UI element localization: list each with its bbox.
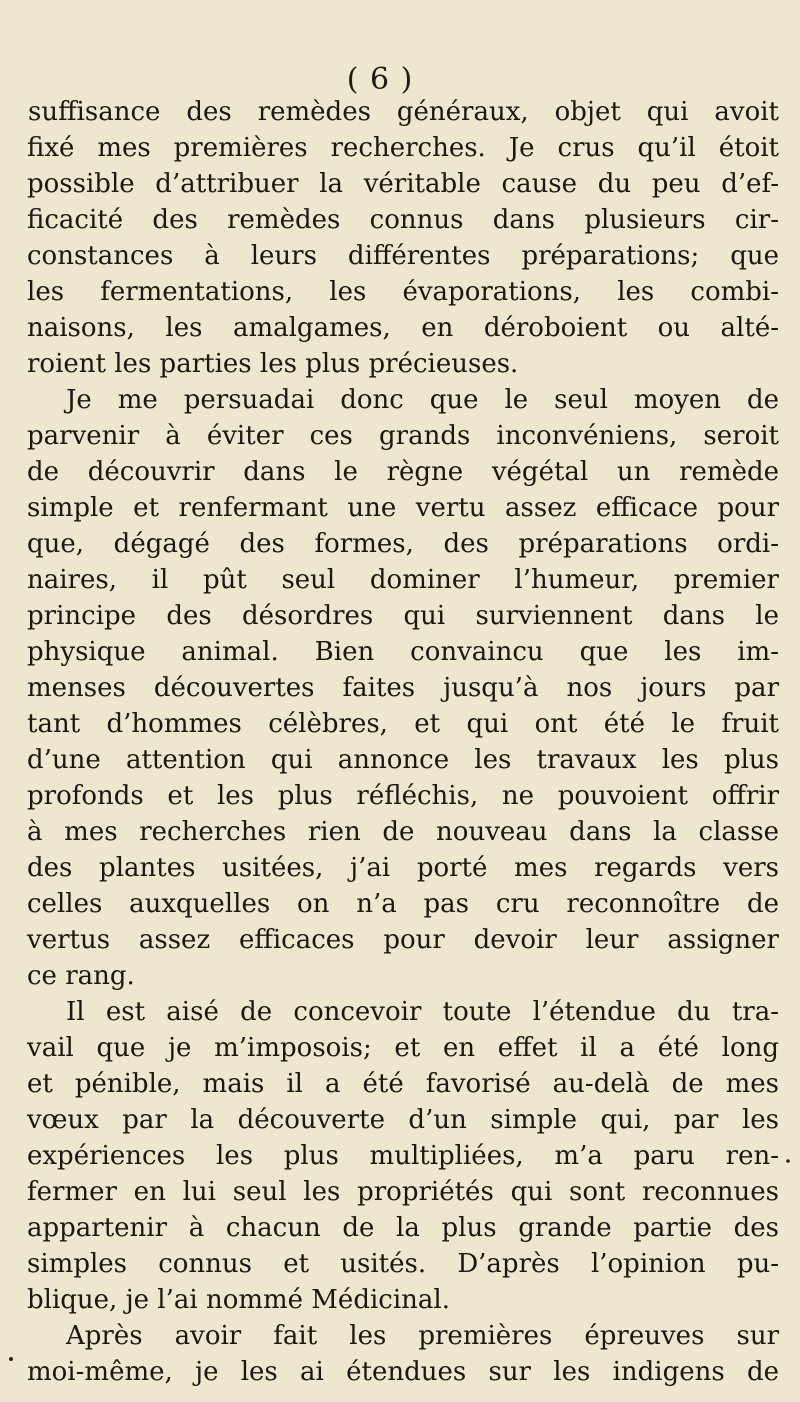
text-line: vail que je m’imposois; et en effet il a été long xyxy=(27,1033,779,1063)
text-line: constances à leurs différentes préparations; que xyxy=(27,241,779,271)
text-line: naires, il pût seul dominer l’humeur, premier xyxy=(27,565,779,595)
text-line: celles auxquelles on n’a pas cru reconnoître de xyxy=(27,889,779,919)
text-line: ficacité des remèdes connus dans plusieurs cir- xyxy=(27,205,779,235)
ink-dot xyxy=(786,1159,790,1163)
text-line: profonds et les plus réfléchis, ne pouvoient offrir xyxy=(27,781,779,811)
text-line: simples connus et usités. D’après l’opinion pu- xyxy=(27,1249,779,1279)
text-line: vœux par la découverte d’un simple qui, par les xyxy=(27,1105,779,1135)
text-line: à mes recherches rien de nouveau dans la classe xyxy=(27,817,779,847)
text-line: Après avoir fait les premières épreuves sur xyxy=(66,1321,779,1351)
text-line: roient les parties les plus précieuses. xyxy=(27,349,519,379)
text-line: simple et renfermant une vertu assez efficace pour xyxy=(27,493,779,523)
text-line: de découvrir dans le règne végétal un remède xyxy=(27,457,779,487)
text-line: moi-même, je les ai étendues sur les indigens de xyxy=(27,1357,779,1387)
text-line: menses découvertes faites jusqu’à nos jours par xyxy=(27,673,779,703)
text-line: fermer en lui seul les propriétés qui sont reconnues xyxy=(27,1177,779,1207)
text-line: vertus assez efficaces pour devoir leur assigner xyxy=(27,925,779,955)
page-number: ( 6 ) xyxy=(346,62,414,97)
text-line: blique, je l’ai nommé Médicinal. xyxy=(27,1285,450,1315)
text-line: que, dégagé des formes, des préparations ordi- xyxy=(27,529,779,559)
text-line: physique animal. Bien convaincu que les im- xyxy=(27,637,779,667)
text-line: d’une attention qui annonce les travaux les plus xyxy=(27,745,779,775)
text-line: les fermentations, les évaporations, les combi- xyxy=(27,277,779,307)
text-line: ce rang. xyxy=(27,961,135,991)
text-line: suffisance des remèdes généraux, objet qui avoit xyxy=(28,97,779,127)
text-line: appartenir à chacun de la plus grande partie des xyxy=(27,1213,779,1243)
ink-dot xyxy=(9,1357,13,1361)
text-line: tant d’hommes célèbres, et qui ont été le fruit xyxy=(27,709,779,739)
text-line: Je me persuadai donc que le seul moyen de xyxy=(66,385,779,415)
text-line: et pénible, mais il a été favorisé au-delà de mes xyxy=(27,1069,779,1099)
text-line: naisons, les amalgames, en déroboient ou alté- xyxy=(27,313,779,343)
text-line: possible d’attribuer la véritable cause du peu d’ef- xyxy=(27,169,779,199)
text-line: parvenir à éviter ces grands inconvéniens, seroit xyxy=(27,421,779,451)
text-line: expériences les plus multipliées, m’a paru ren- xyxy=(27,1141,779,1171)
text-line: Il est aisé de concevoir toute l’étendue du tra- xyxy=(66,997,779,1027)
text-line: principe des désordres qui surviennent dans le xyxy=(27,601,779,631)
text-line: fixé mes premières recherches. Je crus qu’il étoit xyxy=(27,133,779,163)
text-line: des plantes usitées, j’ai porté mes regards vers xyxy=(27,853,779,883)
